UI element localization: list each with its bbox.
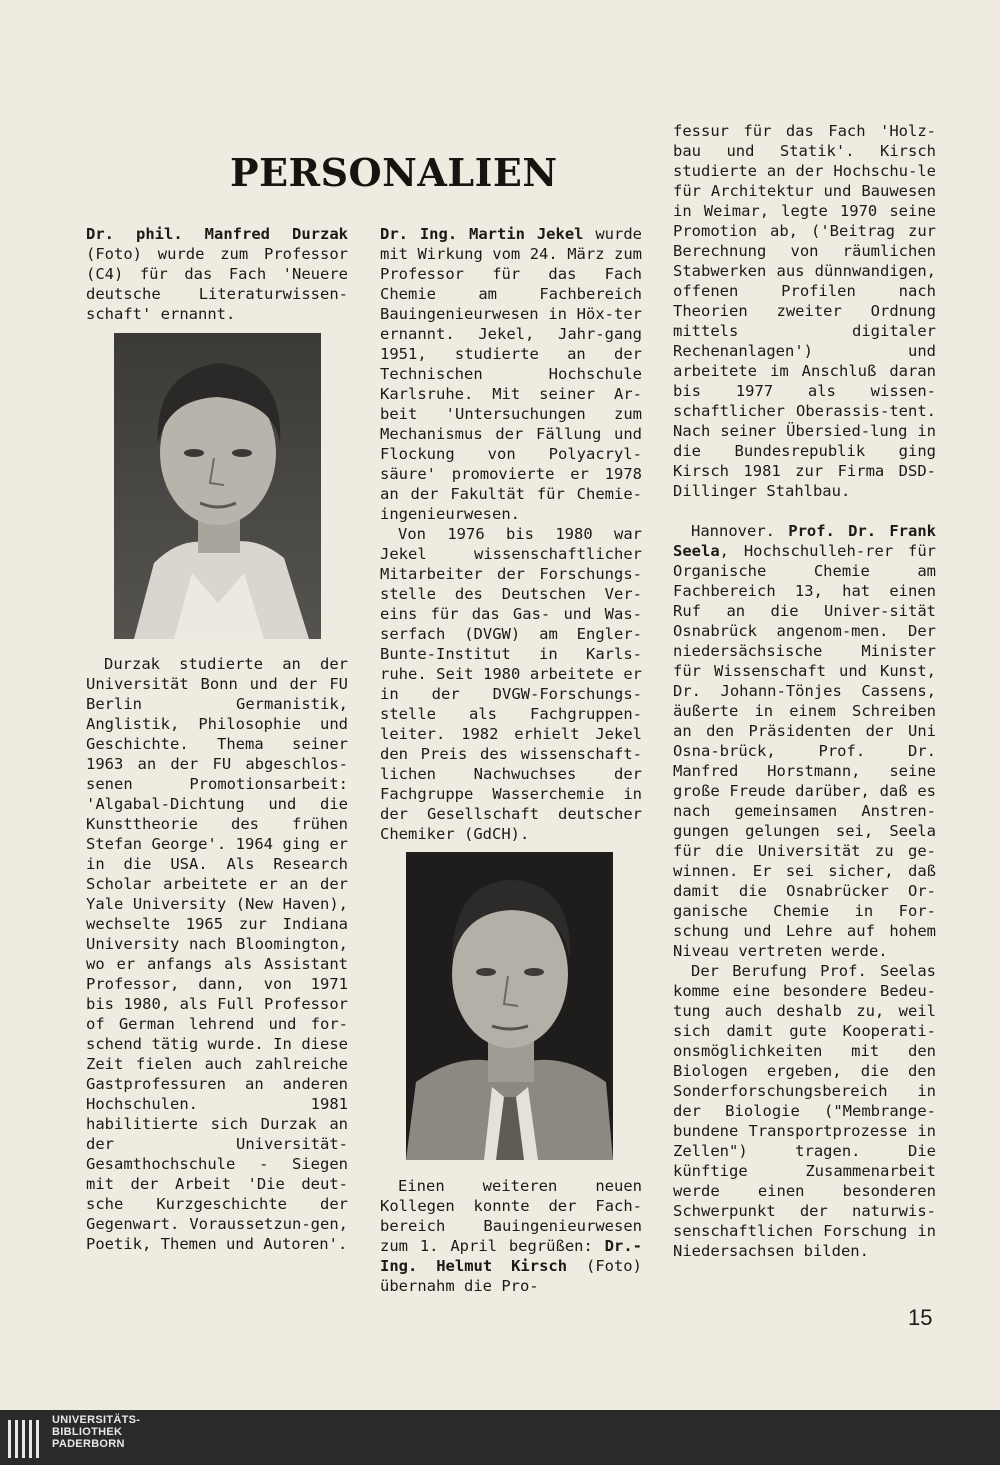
durzak-body: Durzak studierte an der Universität Bonn und der FU Berlin Germanistik, Anglistik, Philosophie und Geschichte. Thema seiner 1963 an der FU abgeschlos-senen Promotionsarbeit: 'Algabal-Dichtung und die Kunsttheorie des frühen Stefan George'. 1964 ging er in die USA. Als Research Scholar arbeitete er an der Yale University (New Haven), wechselte 1965 zur Indiana University nach Bloomington, wo er anfangs als Assistant Professor, dann, von 1971 bis 1980, als Full Professor of German lehrend und for-schend tätig wurde. In diese Zeit fielen auch zahlreiche Gastprofessuren an anderen Hochschulen. 1981 habilitierte sich Durzak an der Universität-Gesamthochschule - Siegen mit der Arbeit 'Die deut-sche Kurzgeschichte der Gegenwart. Voraussetzun-gen, Poetik, Themen und Autoren'. [86, 655, 348, 1253]
durzak-name: Dr. phil. Manfred Durzak [86, 225, 348, 243]
jekel-name: Dr. Ing. Martin Jekel [380, 225, 584, 243]
jekel-intro: wurde mit Wirkung vom 24. März zum Professor für das Fach Chemie am Fachbereich Bauingenieurwesen in Höx-ter ernannt. Jekel, Jahr-gang 1951, studierte an der Technischen Hochschule Karlsruhe. Mit seiner Ar-beit 'Untersuchungen zum Mechanismus der Fällung und Flockung von Polyacryl-säure' promovierte er 1978 an der Fakultät für Chemie-ingenieurwesen. [380, 225, 642, 523]
library-footer [0, 1410, 1000, 1465]
kirsch-photo [406, 852, 613, 1160]
kirsch-name: Dr.-Ing. Helmut Kirsch [380, 1237, 642, 1275]
library-name: UNIVERSITÄTS- BIBLIOTHEK PADERBORN [52, 1414, 141, 1450]
portrait-image-durzak [114, 333, 321, 639]
kirsch-continued: fessur für das Fach 'Holz-bau und Statik'. Kirsch studierte an der Hochschu-le für Architektur und Bauwesen in Weimar, legte 1970 seine Promotion ab, ('Beitrag zur Berechnung von räumlichen Stabwerken aus dünnwandigen, offenen Profilen nach Theorien zweiter Ordnung mittels digitaler Rechenanlagen') und arbeitete im Anschluß daran bis 1977 als wissen-schaftlicher Oberassis-tent. Nach seiner Übersied-lung in die Bundesrepublik ging Kirsch 1981 zur Firma DSD-Dillinger Stahlbau. [673, 122, 936, 500]
column-kirsch-seela [673, 121, 936, 1261]
portrait-image-kirsch [406, 852, 613, 1160]
jekel-para2: Von 1976 bis 1980 war Jekel wissenschaftlicher Mitarbeiter der Forschungs-stelle des Deutschen Ver-eins für das Gas- und Was-serfach (DVGW) am Engler-Bunte-Institut in Karls-ruhe. Seit 1980 arbeitete er in der DVGW-Forschungs-stelle als Fachgruppen-leiter. 1982 erhielt Jekel den Preis des wissenschaft-lichen Nachwuchses der Fachgruppe Wasserchemie in der Gesellschaft deutscher Chemiker (GdCH). [380, 525, 642, 843]
durzak-photo [114, 333, 321, 639]
page-title: PERSONALIEN [230, 150, 558, 195]
seela-para3: Der Berufung Prof. Seelas komme eine besondere Bedeu-tung auch deshalb zu, weil sich damit gute Kooperati-onsmöglichkeiten mit den Biologen ergeben, die den Sonderforschungsbereich in der Biologie ("Membrange-bundene Transportprozesse in Zellen") tragen. Die künftige Zusammenarbeit werde einen besonderen Schwerpunkt der naturwis-senschaftlichen Forschung in Niedersachsen bilden. [673, 962, 936, 1260]
seela-name: Prof. Dr. Frank Seela [673, 522, 936, 560]
seela-city: Hannover. [691, 522, 775, 540]
seela-text: , Hochschulleh-rer für Organische Chemie am Fachbereich 13, hat einen Ruf an die Univer-sität Osnabrück angenom-men. Der niedersächsische Minister für Wissenschaft und Kunst, Dr. Johann-Tönjes Cassens, äußerte in einem Schreiben an den Präsidenten der Uni Osna-brück, Prof. Dr. Manfred Horstmann, seine große Freude darüber, daß es nach gemeinsamen Anstren-gungen gelungen sei, Seela für die Universität zu ge-winnen. Er sei sicher, daß damit die Osnabrücker Or-ganische Chemie in For-schung und Lehre auf hohem Niveau vertreten werde. [673, 542, 936, 960]
page-number: 15 [908, 1305, 933, 1330]
kirsch-intro: Einen weiteren neuen Kollegen konnte der Fach-bereich Bauingenieurwesen zum 1. April begrüßen: [380, 1177, 642, 1255]
durzak-intro: (Foto) wurde zum Professor (C4) für das Fach 'Neuere deutsche Literaturwissen-schaft' ernannt. [86, 245, 348, 323]
kirsch-end: (Foto) übernahm die Pro- [380, 1257, 642, 1295]
library-logo-icon [6, 1418, 44, 1460]
